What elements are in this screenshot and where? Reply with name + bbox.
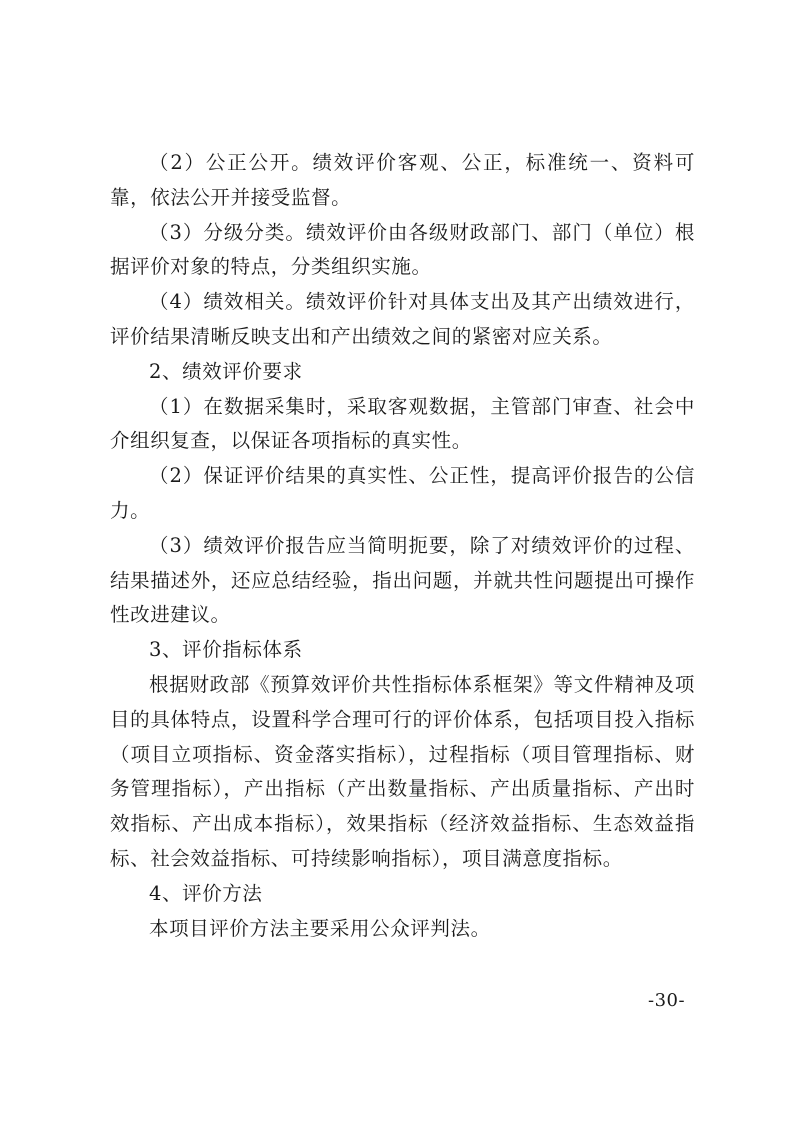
paragraph-fairness: （2）公正公开。绩效评价客观、公正，标准统一、资料可靠，依法公开并接受监督。 — [110, 151, 695, 209]
paragraph-data-collection: （1）在数据采集时，采取客观数据，主管部门审查、社会中介组织复查，以保证各项指标的真实性。 — [110, 394, 695, 453]
section-heading-methods: 4、评价方法 — [149, 881, 263, 905]
paragraph-report: （3）绩效评价报告应当简明扼要，除了对绩效评价的过程、结果描述外，还应总结经验，指出问题，并就共性问题提出可操作性改进建议。 — [110, 533, 695, 627]
section-heading-indicators: 3、评价指标体系 — [149, 638, 303, 662]
page-number: -30- — [648, 990, 686, 1011]
document-body — [110, 146, 695, 946]
paragraph-relevance: （4）绩效相关。绩效评价针对具体支出及其产出绩效进行，评价结果清晰反映支出和产出绩效之间的紧密对应关系。 — [110, 290, 695, 348]
paragraph-classification: （3）分级分类。绩效评价由各级财政部门、部门（单位）根据评价对象的特点，分类组织实施。 — [110, 220, 695, 279]
paragraph-method: 本项目评价方法主要采用公众评判法。 — [149, 916, 491, 940]
section-heading-requirements: 2、绩效评价要求 — [149, 359, 303, 383]
paragraph-authenticity: （2）保证评价结果的真实性、公正性，提高评价报告的公信力。 — [110, 464, 695, 522]
paragraph-indicator-system: 根据财政部《预算效评价共性指标体系框架》等文件精神及项目的具体特点，设置科学合理可行的评价体系，包括项目投入指标（项目立项指标、资金落实指标），过程指标（项目管理指标、财务管理指标），产出指标（产出数量指标、产出质量指标、产出时效指标、产出成本指标），效果指标（经济效益指标、生态效益指标、社会效益指标、可持续影响指标），项目满意度指标。 — [110, 672, 695, 870]
